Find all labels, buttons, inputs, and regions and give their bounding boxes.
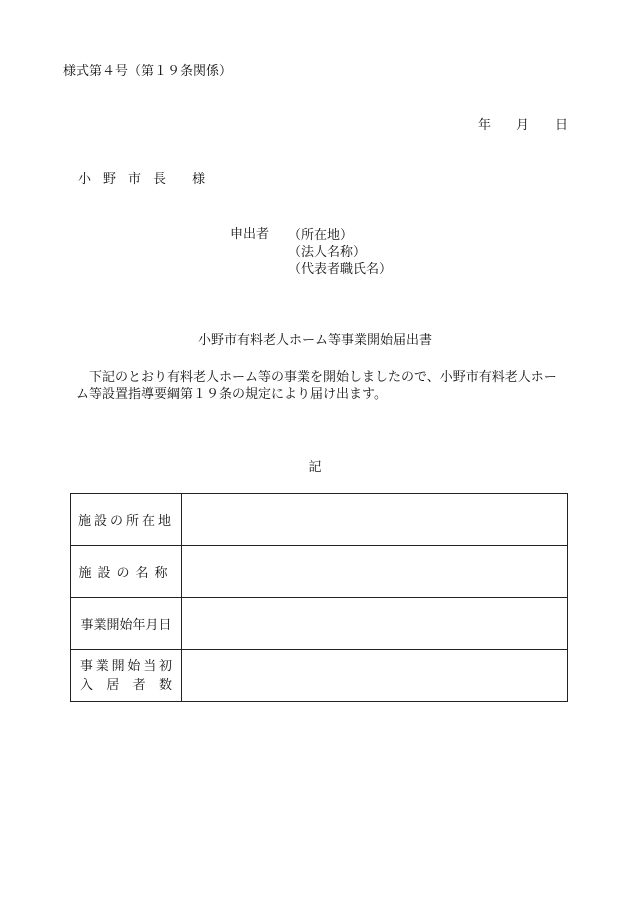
table-row [71, 494, 568, 546]
business-start-date-field[interactable] [182, 598, 568, 650]
date-month-label: 月 [516, 118, 530, 133]
table-row [71, 650, 568, 702]
applicant-address-label: （所在地） [288, 228, 354, 243]
addressee-char: 小 [78, 172, 92, 187]
applicant-info [288, 227, 392, 278]
initial-residents-label: 事業開始当初 入居者数 [71, 650, 182, 702]
facility-name-label: 施設の名称 [71, 546, 182, 598]
date-day-label: 日 [555, 118, 569, 133]
facility-info-table [70, 493, 568, 702]
table-row [71, 598, 568, 650]
addressee [78, 172, 205, 188]
facility-location-label: 施設の所在地 [71, 494, 182, 546]
applicant-corp-name-label: （法人名称） [288, 245, 367, 260]
applicant-representative-label: （代表者職氏名） [288, 262, 393, 277]
ki-heading: 記 [308, 460, 322, 475]
facility-location-field[interactable] [182, 494, 568, 546]
body-paragraph: 下記のとおり有料老人ホーム等の事業を開始しましたので、小野市有料老人ホーム等設置指導要綱第１９条の規定により届け出ます。 [76, 370, 557, 402]
form-number: 様式第４号（第１９条関係） [63, 64, 233, 79]
document-title: 小野市有料老人ホーム等事業開始届出書 [197, 333, 432, 348]
addressee-char: 長 [153, 172, 167, 187]
applicant-label: 申出者 [230, 227, 270, 242]
facility-name-field[interactable] [182, 546, 568, 598]
addressee-char: 野 [103, 172, 117, 187]
addressee-char: 市 [128, 172, 142, 187]
table-row [71, 546, 568, 598]
date-year-label: 年 [478, 118, 492, 133]
initial-residents-field[interactable] [182, 650, 568, 702]
business-start-date-label: 事業開始年月日 [71, 598, 182, 650]
addressee-honorific: 様 [192, 172, 206, 187]
